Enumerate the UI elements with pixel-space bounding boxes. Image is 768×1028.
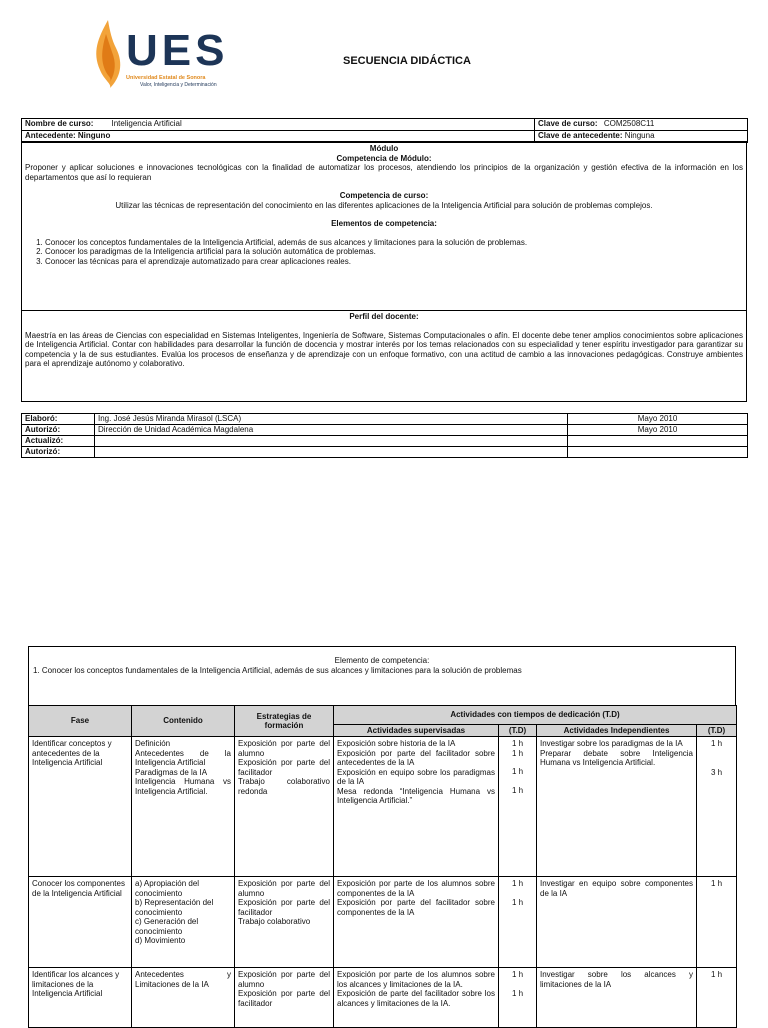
course-info-table — [21, 118, 748, 143]
table-row: Actualizó: — [22, 436, 748, 447]
profile-text: Maestría en las áreas de Ciencias con especialidad en Sistemas Inteligentes, Ingeniería de Software, Sistemas Computacionales o afín. El docente debe tener amplios conocimientos sobre aplicaciones de Inteligencia Artificial. Contar con habilidades para desarrollar la función de docencia y mostrar interés por los temas relacionados con su especialidad y tener espíritu investigador para garantizar su competencia y la de sus estudiantes. Evalúa los procesos de enseñanza y de aprendizaje con un enfoque formativo, con una actitud de cambio a las innovaciones pedagógicas. Construye ambientes para el aprendizaje autónomo y colaborativo. — [25, 330, 743, 368]
header-supervisadas: Actividades supervisadas — [334, 725, 499, 737]
element-title: Elemento de competencia: — [334, 656, 430, 665]
course-name-cell: Nombre de curso: Inteligencia Artificial — [22, 119, 535, 131]
table-row: Conocer los componentes de la Inteligencia Artificial a) Apropiación del conocimiento b) Representación del conocimiento c) Generación del conocimiento d) Movimiento Exposición por parte del alumno Exposición por parte del facilitador Trabajo colaborativo Exposición por parte de los alumnos sobre componentes de la IA Exposición por parte del facilitador sobre componentes de la IA 1 h 1 h Investigar en equipo sobre componentes de la IA 1 h — [29, 877, 737, 968]
module-competence-text: Proponer y aplicar soluciones e innovaciones tecnológicas con la finalidad de automatizar los procesos, atendiendo los principios de la organización y gestión efectiva de la información en los departamentos que así lo requieran — [25, 163, 743, 182]
logo-motto: Valor, Inteligencia y Determinación — [140, 82, 217, 88]
element-competence-section — [28, 646, 736, 706]
table-row: Identificar conceptos y antecedentes de la Inteligencia Artificial Definición Antecedentes de la Inteligencia Artificial Paradigmas de la IA Inteligencia Humana vs Inteligencia Artificial. Exposición por parte del alumno Exposición por parte del facilitador Trabajo colaborativo redonda Exposición sobre historia de la IA Exposición por parte del facilitador sobre antecedentes de la IA Exposición en equipo sobre los paradigmas de la IA Mesa redonda “Inteligencia Humana vs Inteligencia Artificial.” 1 h 1 h 1 h 1 h Investigar sobre los paradigmas de la IA Preparar debate sobre Inteligencia Humana vs Inteligencia Artificial. 1 h 3 h — [29, 737, 737, 877]
course-code: COM2508C11 — [603, 119, 655, 128]
list-item: 2. Conocer los paradigmas de la Inteligencia artificial para la solución automática de problemas. — [45, 247, 743, 257]
module-title: Módulo — [369, 144, 399, 153]
header-actividades: Actividades con tiempos de dedicación (T.D) — [334, 706, 737, 725]
header-td1: (T.D) — [499, 725, 537, 737]
table-row: Identificar los alcances y limitaciones de la Inteligencia Artificial Antecedentes y Limitaciones de la IA Exposición por parte del alumno Exposición por parte del facilitador Exposición por parte de los alumnos sobre los alcances y limitaciones de la IA. Exposición de parte del facilitador sobre los alcances y limitaciones de la IA. 1 h 1 h Investigar sobre los alcances y limitaciones de la IA 1 h — [29, 968, 737, 1028]
elements-title: Elementos de competencia: — [331, 219, 437, 228]
course-competence-text: Utilizar las técnicas de representación del conocimiento en las diferentes aplicaciones de la Inteligencia Artificial para solución de problemas complejos. — [115, 200, 653, 210]
list-item: 1. Conocer los conceptos fundamentales de la Inteligencia Artificial, además de sus alcances y limitaciones para la solución de problemas. — [45, 238, 743, 248]
header-fase: Fase — [29, 706, 132, 737]
page-title: SECUENCIA DIDÁCTICA — [343, 55, 471, 67]
course-name: Inteligencia Artificial — [111, 119, 182, 128]
course-competence-title: Competencia de curso: — [339, 191, 429, 200]
flame-icon — [90, 18, 126, 90]
teacher-profile-section — [21, 310, 747, 402]
header-contenido: Contenido — [132, 706, 235, 737]
ues-logo — [90, 18, 230, 96]
approvals-table — [21, 413, 748, 458]
antecedent-code-cell: Clave de antecedente: Ninguna — [535, 131, 748, 143]
profile-title: Perfil del docente: — [349, 312, 419, 321]
module-competence-title: Competencia de Módulo: — [336, 153, 432, 163]
antecedent-cell: Antecedente: Ninguno — [22, 131, 535, 143]
list-item: 3. Conocer las técnicas para el aprendizaje automatizado para crear aplicaciones reales. — [45, 257, 743, 267]
header-estrategias: Estrategias de formación — [235, 706, 334, 737]
logo-text: UES — [126, 26, 229, 75]
header-independientes: Actividades Independientes — [537, 725, 697, 737]
activities-table — [28, 705, 737, 1028]
table-row: Autorizó: Dirección de Unidad Académica Magdalena Mayo 2010 — [22, 425, 748, 436]
course-code-cell: Clave de curso: COM2508C11 — [535, 119, 748, 131]
table-row: Autorizó: — [22, 447, 748, 458]
header-td2: (T.D) — [697, 725, 737, 737]
antecedent-code: Ninguna — [624, 131, 655, 140]
element-text: 1. Conocer los conceptos fundamentales de la Inteligencia Artificial, además de sus alcances y limitaciones para la solución de problemas — [33, 665, 522, 675]
logo-university: Universidad Estatal de Sonora — [126, 75, 206, 81]
table-row: Elaboró: Ing. José Jesús Miranda Mirasol (LSCA) Mayo 2010 — [22, 414, 748, 425]
module-section — [21, 141, 747, 311]
elements-list — [25, 238, 743, 267]
